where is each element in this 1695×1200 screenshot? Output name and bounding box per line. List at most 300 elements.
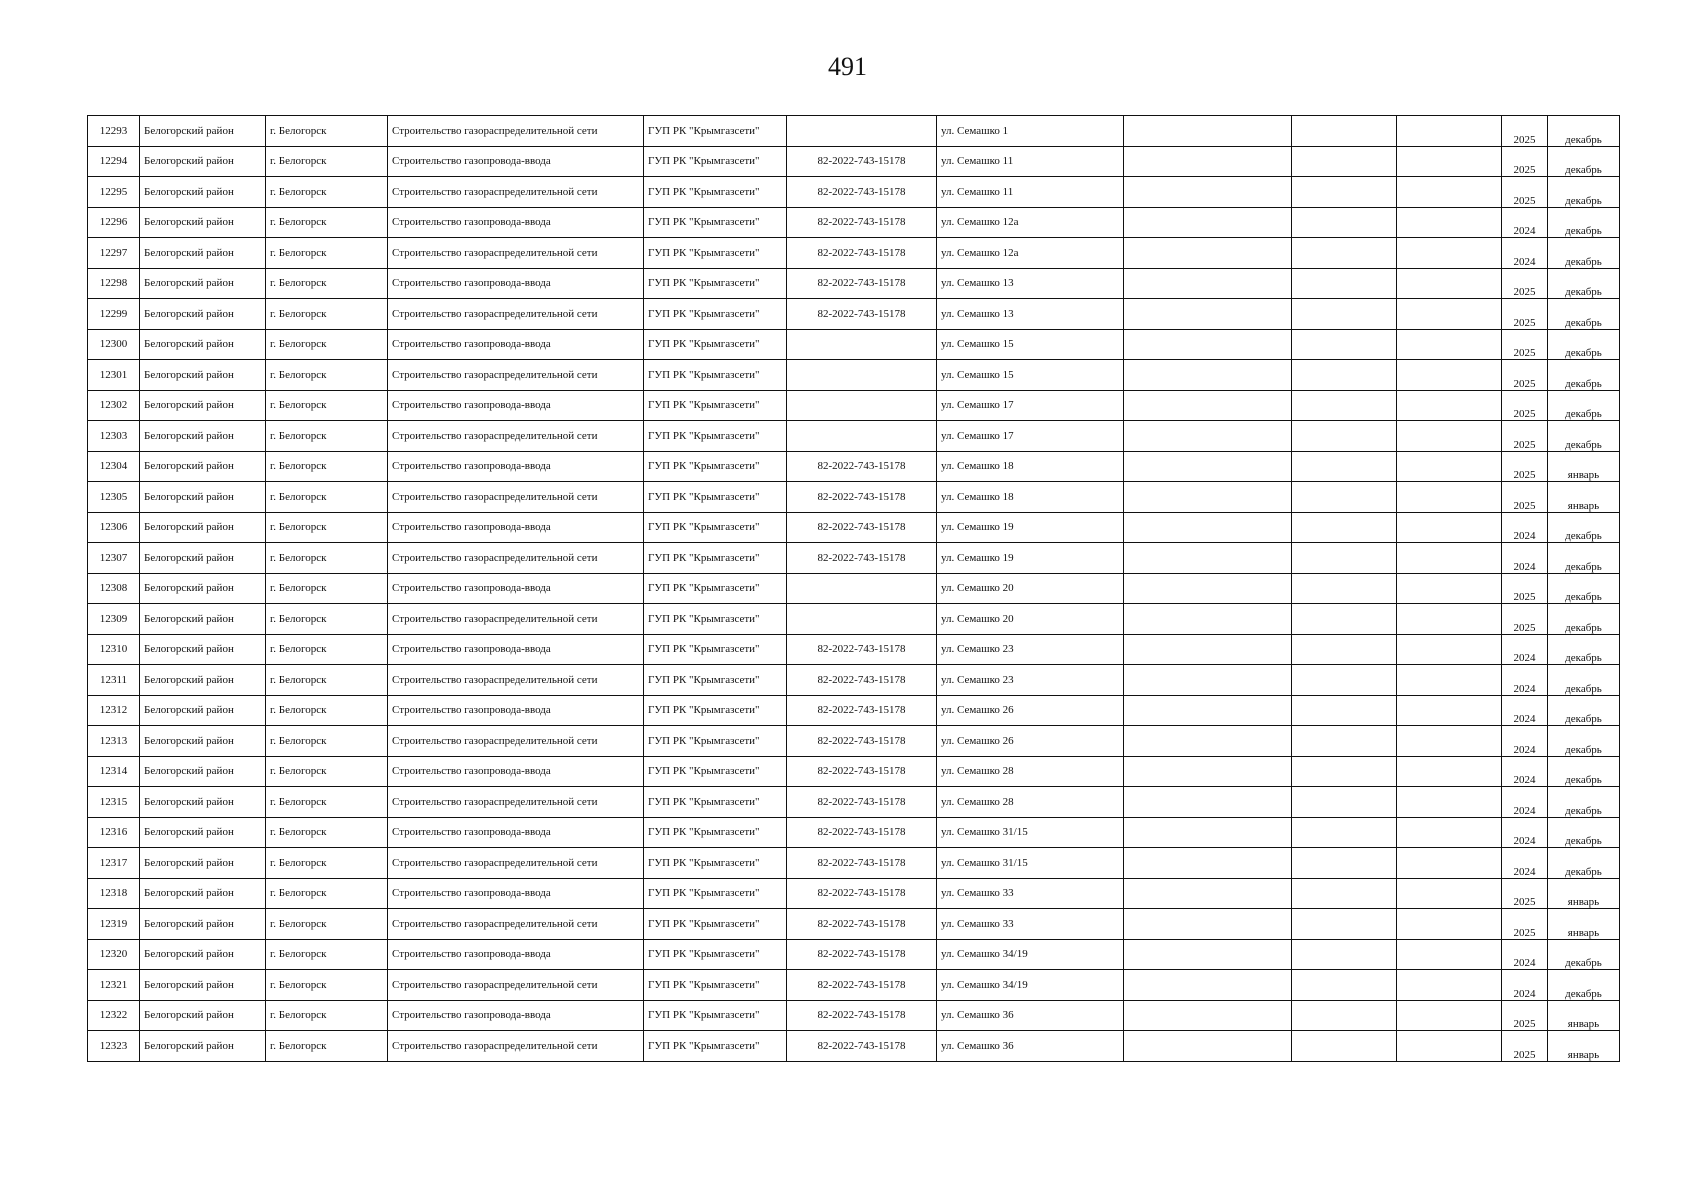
organization-cell: ГУП РК "Крымгазсети" [644, 878, 787, 909]
work-type-cell: Строительство газопровода-ввода [388, 634, 644, 665]
work-type-cell: Строительство газораспределительной сети [388, 116, 644, 147]
work-type-cell: Строительство газопровода-ввода [388, 329, 644, 360]
city-cell: г. Белогорск [266, 665, 388, 696]
district-cell: Белогорский район [140, 665, 266, 696]
empty-cell [1124, 939, 1292, 970]
year-cell: 2024 [1502, 207, 1548, 238]
district-cell: Белогорский район [140, 970, 266, 1001]
organization-cell: ГУП РК "Крымгазсети" [644, 421, 787, 452]
organization-cell: ГУП РК "Крымгазсети" [644, 390, 787, 421]
address-cell: ул. Семашко 36 [937, 1000, 1124, 1031]
empty-cell [1124, 421, 1292, 452]
city-cell: г. Белогорск [266, 1031, 388, 1062]
empty-cell [1292, 848, 1397, 879]
month-cell: декабрь [1548, 970, 1620, 1001]
address-cell: ул. Семашко 36 [937, 1031, 1124, 1062]
table-row [88, 604, 1620, 635]
empty-cell [1397, 604, 1502, 635]
document-number-cell [787, 421, 937, 452]
row-number: 12294 [88, 146, 140, 177]
year-cell: 2025 [1502, 360, 1548, 391]
empty-cell [1397, 726, 1502, 757]
empty-cell [1292, 177, 1397, 208]
table-row [88, 116, 1620, 147]
row-number: 12313 [88, 726, 140, 757]
table-row [88, 268, 1620, 299]
year-cell: 2024 [1502, 665, 1548, 696]
city-cell: г. Белогорск [266, 177, 388, 208]
empty-cell [1397, 634, 1502, 665]
district-cell: Белогорский район [140, 939, 266, 970]
city-cell: г. Белогорск [266, 726, 388, 757]
empty-cell [1292, 421, 1397, 452]
address-cell: ул. Семашко 28 [937, 756, 1124, 787]
city-cell: г. Белогорск [266, 116, 388, 147]
district-cell: Белогорский район [140, 573, 266, 604]
empty-cell [1292, 116, 1397, 147]
organization-cell: ГУП РК "Крымгазсети" [644, 695, 787, 726]
empty-cell [1292, 726, 1397, 757]
month-cell: январь [1548, 482, 1620, 513]
city-cell: г. Белогорск [266, 268, 388, 299]
document-number-cell [787, 360, 937, 391]
month-cell: декабрь [1548, 756, 1620, 787]
city-cell: г. Белогорск [266, 421, 388, 452]
document-number-cell: 82-2022-743-15178 [787, 482, 937, 513]
address-cell: ул. Семашко 18 [937, 482, 1124, 513]
month-cell: декабрь [1548, 634, 1620, 665]
empty-cell [1292, 207, 1397, 238]
table-row [88, 146, 1620, 177]
organization-cell: ГУП РК "Крымгазсети" [644, 848, 787, 879]
work-type-cell: Строительство газораспределительной сети [388, 360, 644, 391]
gas-network-registry-table [87, 115, 1620, 1062]
empty-cell [1124, 787, 1292, 818]
document-number-cell [787, 573, 937, 604]
month-cell: декабрь [1548, 604, 1620, 635]
empty-cell [1124, 543, 1292, 574]
address-cell: ул. Семашко 33 [937, 909, 1124, 940]
empty-cell [1397, 146, 1502, 177]
address-cell: ул. Семашко 23 [937, 665, 1124, 696]
empty-cell [1397, 360, 1502, 391]
table-row [88, 329, 1620, 360]
empty-cell [1124, 1031, 1292, 1062]
work-type-cell: Строительство газораспределительной сети [388, 177, 644, 208]
month-cell: январь [1548, 451, 1620, 482]
empty-cell [1397, 512, 1502, 543]
row-number: 12318 [88, 878, 140, 909]
empty-cell [1124, 512, 1292, 543]
work-type-cell: Строительство газораспределительной сети [388, 848, 644, 879]
row-number: 12296 [88, 207, 140, 238]
city-cell: г. Белогорск [266, 451, 388, 482]
row-number: 12300 [88, 329, 140, 360]
document-number-cell: 82-2022-743-15178 [787, 665, 937, 696]
document-number-cell: 82-2022-743-15178 [787, 756, 937, 787]
organization-cell: ГУП РК "Крымгазсети" [644, 299, 787, 330]
address-cell: ул. Семашко 33 [937, 878, 1124, 909]
row-number: 12312 [88, 695, 140, 726]
empty-cell [1397, 817, 1502, 848]
empty-cell [1397, 329, 1502, 360]
district-cell: Белогорский район [140, 177, 266, 208]
month-cell: январь [1548, 909, 1620, 940]
table-row [88, 543, 1620, 574]
empty-cell [1292, 390, 1397, 421]
year-cell: 2025 [1502, 451, 1548, 482]
address-cell: ул. Семашко 20 [937, 573, 1124, 604]
empty-cell [1292, 817, 1397, 848]
organization-cell: ГУП РК "Крымгазсети" [644, 543, 787, 574]
document-number-cell: 82-2022-743-15178 [787, 726, 937, 757]
organization-cell: ГУП РК "Крымгазсети" [644, 909, 787, 940]
table-row [88, 726, 1620, 757]
year-cell: 2025 [1502, 1000, 1548, 1031]
empty-cell [1124, 756, 1292, 787]
empty-cell [1292, 238, 1397, 269]
district-cell: Белогорский район [140, 878, 266, 909]
empty-cell [1397, 238, 1502, 269]
city-cell: г. Белогорск [266, 970, 388, 1001]
organization-cell: ГУП РК "Крымгазсети" [644, 817, 787, 848]
address-cell: ул. Семашко 34/19 [937, 970, 1124, 1001]
table-row [88, 573, 1620, 604]
address-cell: ул. Семашко 19 [937, 543, 1124, 574]
work-type-cell: Строительство газопровода-ввода [388, 268, 644, 299]
row-number: 12319 [88, 909, 140, 940]
address-cell: ул. Семашко 26 [937, 695, 1124, 726]
empty-cell [1397, 421, 1502, 452]
document-number-cell: 82-2022-743-15178 [787, 1000, 937, 1031]
empty-cell [1124, 634, 1292, 665]
address-cell: ул. Семашко 13 [937, 268, 1124, 299]
address-cell: ул. Семашко 12а [937, 238, 1124, 269]
table-row [88, 848, 1620, 879]
address-cell: ул. Семашко 17 [937, 421, 1124, 452]
document-number-cell: 82-2022-743-15178 [787, 177, 937, 208]
year-cell: 2024 [1502, 238, 1548, 269]
table-body [88, 116, 1620, 1062]
empty-cell [1397, 787, 1502, 818]
document-number-cell [787, 116, 937, 147]
table-row [88, 299, 1620, 330]
district-cell: Белогорский район [140, 146, 266, 177]
month-cell: декабрь [1548, 116, 1620, 147]
row-number: 12310 [88, 634, 140, 665]
month-cell: январь [1548, 1031, 1620, 1062]
table-row [88, 390, 1620, 421]
document-number-cell: 82-2022-743-15178 [787, 146, 937, 177]
empty-cell [1292, 756, 1397, 787]
row-number: 12314 [88, 756, 140, 787]
work-type-cell: Строительство газопровода-ввода [388, 1000, 644, 1031]
empty-cell [1124, 116, 1292, 147]
district-cell: Белогорский район [140, 543, 266, 574]
city-cell: г. Белогорск [266, 482, 388, 513]
empty-cell [1292, 512, 1397, 543]
document-number-cell: 82-2022-743-15178 [787, 299, 937, 330]
table-row [88, 878, 1620, 909]
work-type-cell: Строительство газораспределительной сети [388, 1031, 644, 1062]
row-number: 12321 [88, 970, 140, 1001]
row-number: 12311 [88, 665, 140, 696]
empty-cell [1397, 1031, 1502, 1062]
organization-cell: ГУП РК "Крымгазсети" [644, 238, 787, 269]
empty-cell [1397, 390, 1502, 421]
empty-cell [1292, 329, 1397, 360]
document-number-cell [787, 329, 937, 360]
row-number: 12303 [88, 421, 140, 452]
empty-cell [1292, 695, 1397, 726]
table-row [88, 421, 1620, 452]
city-cell: г. Белогорск [266, 939, 388, 970]
address-cell: ул. Семашко 23 [937, 634, 1124, 665]
year-cell: 2025 [1502, 573, 1548, 604]
document-number-cell: 82-2022-743-15178 [787, 817, 937, 848]
address-cell: ул. Семашко 15 [937, 360, 1124, 391]
year-cell: 2025 [1502, 421, 1548, 452]
document-number-cell: 82-2022-743-15178 [787, 878, 937, 909]
row-number: 12316 [88, 817, 140, 848]
district-cell: Белогорский район [140, 787, 266, 818]
empty-cell [1124, 909, 1292, 940]
work-type-cell: Строительство газораспределительной сети [388, 238, 644, 269]
month-cell: декабрь [1548, 573, 1620, 604]
year-cell: 2025 [1502, 116, 1548, 147]
empty-cell [1292, 1031, 1397, 1062]
address-cell: ул. Семашко 11 [937, 177, 1124, 208]
organization-cell: ГУП РК "Крымгазсети" [644, 329, 787, 360]
row-number: 12298 [88, 268, 140, 299]
table-row [88, 207, 1620, 238]
work-type-cell: Строительство газопровода-ввода [388, 756, 644, 787]
organization-cell: ГУП РК "Крымгазсети" [644, 787, 787, 818]
document-number-cell: 82-2022-743-15178 [787, 970, 937, 1001]
month-cell: декабрь [1548, 390, 1620, 421]
address-cell: ул. Семашко 20 [937, 604, 1124, 635]
empty-cell [1292, 634, 1397, 665]
city-cell: г. Белогорск [266, 573, 388, 604]
empty-cell [1292, 543, 1397, 574]
empty-cell [1124, 604, 1292, 635]
district-cell: Белогорский район [140, 421, 266, 452]
district-cell: Белогорский район [140, 817, 266, 848]
organization-cell: ГУП РК "Крымгазсети" [644, 268, 787, 299]
document-number-cell: 82-2022-743-15178 [787, 848, 937, 879]
document-number-cell: 82-2022-743-15178 [787, 543, 937, 574]
document-number-cell: 82-2022-743-15178 [787, 909, 937, 940]
district-cell: Белогорский район [140, 238, 266, 269]
empty-cell [1292, 360, 1397, 391]
document-number-cell: 82-2022-743-15178 [787, 451, 937, 482]
work-type-cell: Строительство газораспределительной сети [388, 970, 644, 1001]
year-cell: 2025 [1502, 878, 1548, 909]
empty-cell [1292, 970, 1397, 1001]
district-cell: Белогорский район [140, 695, 266, 726]
empty-cell [1124, 329, 1292, 360]
district-cell: Белогорский район [140, 1031, 266, 1062]
district-cell: Белогорский район [140, 268, 266, 299]
year-cell: 2024 [1502, 939, 1548, 970]
address-cell: ул. Семашко 31/15 [937, 848, 1124, 879]
district-cell: Белогорский район [140, 512, 266, 543]
organization-cell: ГУП РК "Крымгазсети" [644, 177, 787, 208]
year-cell: 2025 [1502, 146, 1548, 177]
empty-cell [1397, 543, 1502, 574]
city-cell: г. Белогорск [266, 512, 388, 543]
address-cell: ул. Семашко 17 [937, 390, 1124, 421]
year-cell: 2024 [1502, 970, 1548, 1001]
month-cell: декабрь [1548, 299, 1620, 330]
empty-cell [1124, 695, 1292, 726]
empty-cell [1397, 970, 1502, 1001]
work-type-cell: Строительство газопровода-ввода [388, 817, 644, 848]
work-type-cell: Строительство газопровода-ввода [388, 451, 644, 482]
document-number-cell: 82-2022-743-15178 [787, 268, 937, 299]
empty-cell [1124, 848, 1292, 879]
empty-cell [1124, 1000, 1292, 1031]
work-type-cell: Строительство газопровода-ввода [388, 878, 644, 909]
empty-cell [1397, 482, 1502, 513]
document-number-cell: 82-2022-743-15178 [787, 1031, 937, 1062]
document-number-cell: 82-2022-743-15178 [787, 695, 937, 726]
empty-cell [1124, 970, 1292, 1001]
year-cell: 2025 [1502, 1031, 1548, 1062]
empty-cell [1397, 878, 1502, 909]
district-cell: Белогорский район [140, 299, 266, 330]
organization-cell: ГУП РК "Крымгазсети" [644, 726, 787, 757]
month-cell: декабрь [1548, 939, 1620, 970]
row-number: 12308 [88, 573, 140, 604]
month-cell: декабрь [1548, 848, 1620, 879]
work-type-cell: Строительство газопровода-ввода [388, 207, 644, 238]
table-row [88, 909, 1620, 940]
empty-cell [1292, 604, 1397, 635]
work-type-cell: Строительство газопровода-ввода [388, 146, 644, 177]
empty-cell [1397, 909, 1502, 940]
city-cell: г. Белогорск [266, 329, 388, 360]
empty-cell [1124, 177, 1292, 208]
empty-cell [1124, 360, 1292, 391]
document-number-cell: 82-2022-743-15178 [787, 512, 937, 543]
year-cell: 2024 [1502, 817, 1548, 848]
month-cell: декабрь [1548, 238, 1620, 269]
table-row [88, 177, 1620, 208]
row-number: 12317 [88, 848, 140, 879]
city-cell: г. Белогорск [266, 207, 388, 238]
document-number-cell [787, 390, 937, 421]
empty-cell [1397, 939, 1502, 970]
row-number: 12305 [88, 482, 140, 513]
year-cell: 2025 [1502, 268, 1548, 299]
empty-cell [1124, 573, 1292, 604]
month-cell: декабрь [1548, 360, 1620, 391]
organization-cell: ГУП РК "Крымгазсети" [644, 1031, 787, 1062]
month-cell: январь [1548, 878, 1620, 909]
district-cell: Белогорский район [140, 726, 266, 757]
month-cell: декабрь [1548, 177, 1620, 208]
district-cell: Белогорский район [140, 604, 266, 635]
city-cell: г. Белогорск [266, 390, 388, 421]
organization-cell: ГУП РК "Крымгазсети" [644, 634, 787, 665]
empty-cell [1292, 878, 1397, 909]
address-cell: ул. Семашко 26 [937, 726, 1124, 757]
row-number: 12323 [88, 1031, 140, 1062]
organization-cell: ГУП РК "Крымгазсети" [644, 573, 787, 604]
empty-cell [1124, 451, 1292, 482]
organization-cell: ГУП РК "Крымгазсети" [644, 512, 787, 543]
empty-cell [1124, 726, 1292, 757]
empty-cell [1124, 299, 1292, 330]
table-row [88, 817, 1620, 848]
empty-cell [1397, 451, 1502, 482]
year-cell: 2024 [1502, 848, 1548, 879]
address-cell: ул. Семашко 13 [937, 299, 1124, 330]
table-row [88, 512, 1620, 543]
empty-cell [1397, 695, 1502, 726]
district-cell: Белогорский район [140, 482, 266, 513]
address-cell: ул. Семашко 19 [937, 512, 1124, 543]
table-row [88, 238, 1620, 269]
work-type-cell: Строительство газопровода-ввода [388, 939, 644, 970]
organization-cell: ГУП РК "Крымгазсети" [644, 756, 787, 787]
document-number-cell: 82-2022-743-15178 [787, 939, 937, 970]
district-cell: Белогорский район [140, 329, 266, 360]
empty-cell [1124, 207, 1292, 238]
organization-cell: ГУП РК "Крымгазсети" [644, 970, 787, 1001]
month-cell: декабрь [1548, 665, 1620, 696]
empty-cell [1124, 482, 1292, 513]
year-cell: 2025 [1502, 482, 1548, 513]
row-number: 12301 [88, 360, 140, 391]
organization-cell: ГУП РК "Крымгазсети" [644, 604, 787, 635]
organization-cell: ГУП РК "Крымгазсети" [644, 482, 787, 513]
row-number: 12293 [88, 116, 140, 147]
organization-cell: ГУП РК "Крымгазсети" [644, 360, 787, 391]
empty-cell [1292, 146, 1397, 177]
work-type-cell: Строительство газопровода-ввода [388, 390, 644, 421]
work-type-cell: Строительство газопровода-ввода [388, 573, 644, 604]
month-cell: декабрь [1548, 146, 1620, 177]
address-cell: ул. Семашко 34/19 [937, 939, 1124, 970]
empty-cell [1397, 268, 1502, 299]
empty-cell [1124, 146, 1292, 177]
empty-cell [1124, 878, 1292, 909]
city-cell: г. Белогорск [266, 604, 388, 635]
row-number: 12307 [88, 543, 140, 574]
empty-cell [1397, 848, 1502, 879]
city-cell: г. Белогорск [266, 1000, 388, 1031]
city-cell: г. Белогорск [266, 634, 388, 665]
table-row [88, 695, 1620, 726]
address-cell: ул. Семашко 18 [937, 451, 1124, 482]
document-number-cell: 82-2022-743-15178 [787, 207, 937, 238]
organization-cell: ГУП РК "Крымгазсети" [644, 116, 787, 147]
district-cell: Белогорский район [140, 756, 266, 787]
year-cell: 2025 [1502, 909, 1548, 940]
city-cell: г. Белогорск [266, 146, 388, 177]
year-cell: 2024 [1502, 787, 1548, 818]
city-cell: г. Белогорск [266, 360, 388, 391]
empty-cell [1397, 573, 1502, 604]
month-cell: декабрь [1548, 726, 1620, 757]
work-type-cell: Строительство газопровода-ввода [388, 512, 644, 543]
empty-cell [1397, 177, 1502, 208]
empty-cell [1292, 451, 1397, 482]
work-type-cell: Строительство газораспределительной сети [388, 482, 644, 513]
month-cell: декабрь [1548, 421, 1620, 452]
